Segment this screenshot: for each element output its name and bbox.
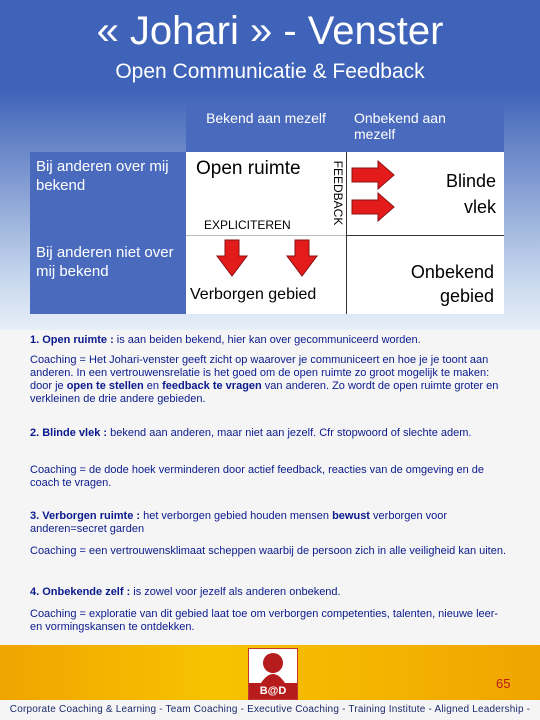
feedback-strip: FEEDBACK bbox=[330, 152, 346, 236]
page-subtitle: Open Communicatie & Feedback bbox=[115, 60, 425, 83]
section-blind: 2. Blinde vlek : bekend aan anderen, maar niet aan jezelf. Cfr stopwoord of slechte adem. bbox=[30, 427, 472, 439]
coaching-unknown: Coaching = exploratie van dit gebied laat toe om verborgen competenties, talenten, nieuwe leer- en vormingskansen te ontdekken. bbox=[30, 608, 499, 633]
down-arrow-icon bbox=[287, 240, 317, 276]
company-logo bbox=[248, 648, 298, 700]
quadrant-blind: Blinde vlek bbox=[346, 152, 504, 236]
right-arrow-icon bbox=[352, 161, 394, 189]
quadrant-hidden: Verborgen gebied bbox=[186, 236, 346, 314]
right-arrow-icon bbox=[352, 193, 394, 221]
row-header-known-others: Bij anderen over mij bekend bbox=[30, 152, 186, 236]
expliciteren-arrows bbox=[215, 238, 335, 280]
logo-figure-icon bbox=[249, 649, 297, 683]
section-hidden: 3. Verborgen ruimte : het verborgen gebied houden mensen bewust verborgen voor anderen=secret garden bbox=[30, 510, 448, 535]
header bbox=[0, 0, 540, 90]
logo-text: B@D bbox=[249, 683, 297, 699]
coaching-blind: Coaching = de dode hoek verminderen door actief feedback, reacties van de omgeving en de coach te vragen. bbox=[30, 464, 485, 489]
matrix-divider-horizontal bbox=[346, 235, 504, 236]
feedback-arrows bbox=[350, 158, 400, 228]
page-number: 65 bbox=[496, 676, 511, 691]
down-arrow-icon bbox=[217, 240, 247, 276]
matrix-divider-vertical bbox=[346, 152, 347, 314]
col-header-known-self: Bekend aan mezelf bbox=[186, 100, 346, 152]
page-title: « Johari » - Venster bbox=[96, 9, 444, 53]
coaching-hidden: Coaching = een vertrouwensklimaat scheppen waarbij de persoon zich in alle veiligheid kan uiten. bbox=[30, 545, 507, 557]
matrix-divider-left bbox=[186, 235, 346, 236]
section-unknown: 4. Onbekende zelf : is zowel voor jezelf als anderen onbekend. bbox=[30, 586, 341, 598]
section-open: 1. Open ruimte : is aan beiden bekend, hier kan over gecommuniceerd worden. bbox=[30, 334, 421, 346]
quadrant-open: Open ruimte EXPLICITEREN bbox=[186, 152, 330, 236]
row-header-unknown-others: Bij anderen niet over mij bekend bbox=[30, 236, 186, 314]
coaching-open: Coaching = Het Johari-venster geeft zicht op waarover je communiceert en hoe je je toont aan anderen. In een vertrouwensrelatie is het goed om de open ruimte zo groot mogelijk te maken: door je open te stellen en feedback te vragen van anderen. Zo wordt de open ruimte groter en verkleinen de drie andere gebieden. bbox=[30, 354, 499, 405]
quadrant-unknown: Onbekend gebied bbox=[346, 236, 504, 314]
col-header-unknown-self: Onbekend aan mezelf bbox=[346, 100, 504, 152]
footer-text: Corporate Coaching & Learning - Team Coaching - Executive Coaching - Training Institute - Aligned Leadership - bbox=[9, 704, 531, 715]
